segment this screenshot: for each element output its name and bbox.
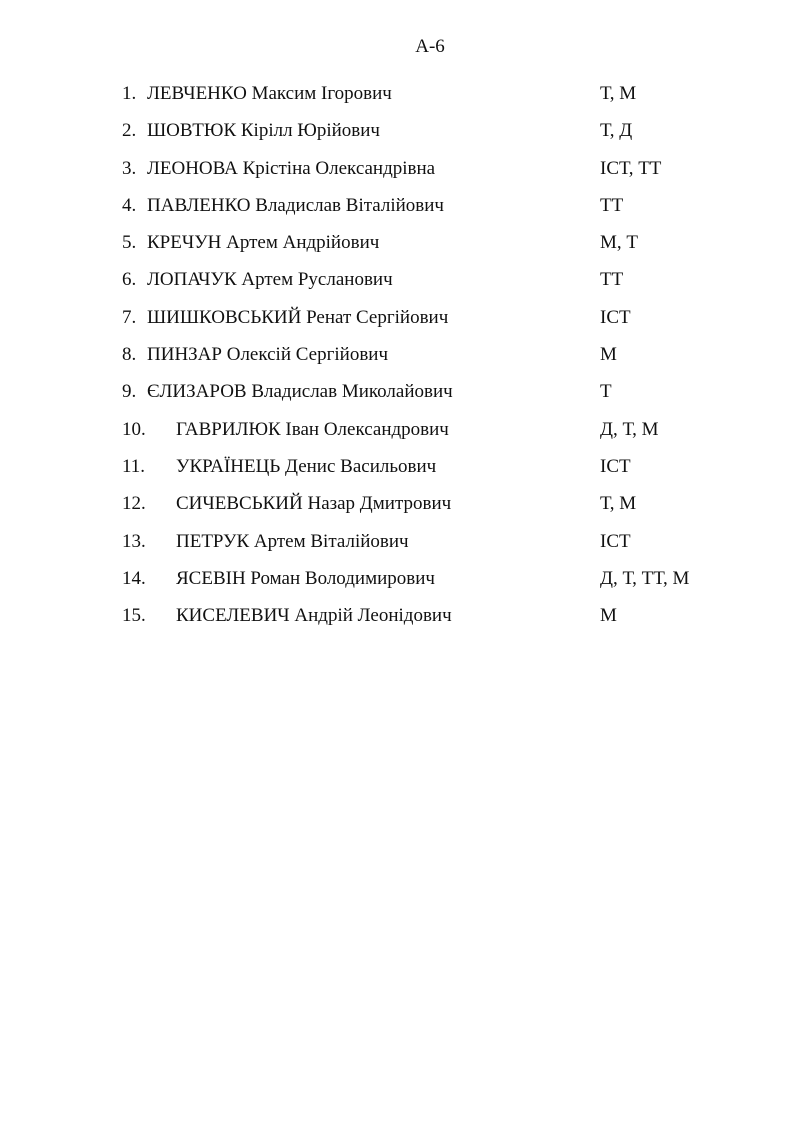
list-item <box>0 261 800 298</box>
item-number: 10. <box>122 418 146 440</box>
item-name: ГАВРИЛЮК Іван Олександрович <box>176 418 449 440</box>
item-name: ЄЛИЗАРОВ Владислав Миколайович <box>147 381 453 403</box>
item-codes: ІСТ <box>600 306 631 328</box>
item-name: ПЕТРУК Артем Віталійович <box>176 530 409 552</box>
item-name: ШИШКОВСЬКИЙ Ренат Сергійович <box>147 306 449 328</box>
item-codes: М <box>600 344 617 366</box>
item-codes: Д, Т, ТТ, М <box>600 567 690 589</box>
item-number: 7. <box>122 306 137 328</box>
name-list <box>0 75 800 634</box>
item-number: 9. <box>122 381 137 403</box>
list-item <box>0 597 800 634</box>
item-number: 1. <box>122 83 137 104</box>
list-item <box>0 75 800 112</box>
item-name: УКРАЇНЕЦЬ Денис Васильович <box>176 455 437 477</box>
item-number: 6. <box>122 269 137 291</box>
item-number: 15. <box>122 605 146 627</box>
list-item <box>0 373 800 410</box>
item-number: 12. <box>122 493 146 515</box>
item-name: ЯСЕВІН Роман Володимирович <box>176 567 435 589</box>
list-item <box>0 448 800 485</box>
list-item <box>0 150 800 187</box>
item-codes: ТТ <box>600 194 624 216</box>
item-codes: Д, Т, М <box>600 418 659 440</box>
item-codes: ІСТ <box>600 455 631 477</box>
item-name: ЛОПАЧУК Артем Русланович <box>147 269 393 291</box>
item-name: ЛЕВЧЕНКО Максим Ігорович <box>147 83 392 104</box>
item-codes: ТТ <box>600 269 624 291</box>
list-item <box>0 224 800 261</box>
item-number: 2. <box>122 120 137 142</box>
list-item <box>0 336 800 373</box>
item-name: ШОВТЮК Кірілл Юрійович <box>147 120 380 142</box>
item-number: 8. <box>122 344 137 366</box>
list-item <box>0 411 800 448</box>
item-codes: ІСТ <box>600 530 631 552</box>
item-codes: Т, Д <box>600 120 633 142</box>
item-number: 5. <box>122 232 137 254</box>
item-name: ПИНЗАР Олексій Сергійович <box>147 344 389 366</box>
list-item <box>0 112 800 149</box>
item-name: СИЧЕВСЬКИЙ Назар Дмитрович <box>176 493 452 515</box>
item-number: 4. <box>122 194 137 216</box>
item-number: 14. <box>122 567 146 589</box>
item-codes: М, Т <box>600 232 638 254</box>
item-number: 3. <box>122 157 137 179</box>
list-item <box>0 560 800 597</box>
item-number: 13. <box>122 530 146 552</box>
item-name: ЛЕОНОВА Крістіна Олександрівна <box>147 157 436 179</box>
item-number: 11. <box>122 455 146 477</box>
item-codes: ІСТ, ТТ <box>600 157 662 179</box>
item-codes: Т, М <box>600 493 637 515</box>
item-name: ПАВЛЕНКО Владислав Віталійович <box>147 194 444 216</box>
item-codes: Т <box>600 381 612 403</box>
list-item <box>0 523 800 560</box>
item-name: КИСЕЛЕВИЧ Андрій Леонідович <box>176 605 452 627</box>
item-codes: Т, М <box>600 83 637 104</box>
list-item <box>0 299 800 336</box>
item-codes: М <box>600 605 617 627</box>
list-item <box>0 187 800 224</box>
page-number-header: А-6 <box>415 36 445 57</box>
list-item <box>0 485 800 522</box>
item-name: КРЕЧУН Артем Андрійович <box>147 232 380 254</box>
